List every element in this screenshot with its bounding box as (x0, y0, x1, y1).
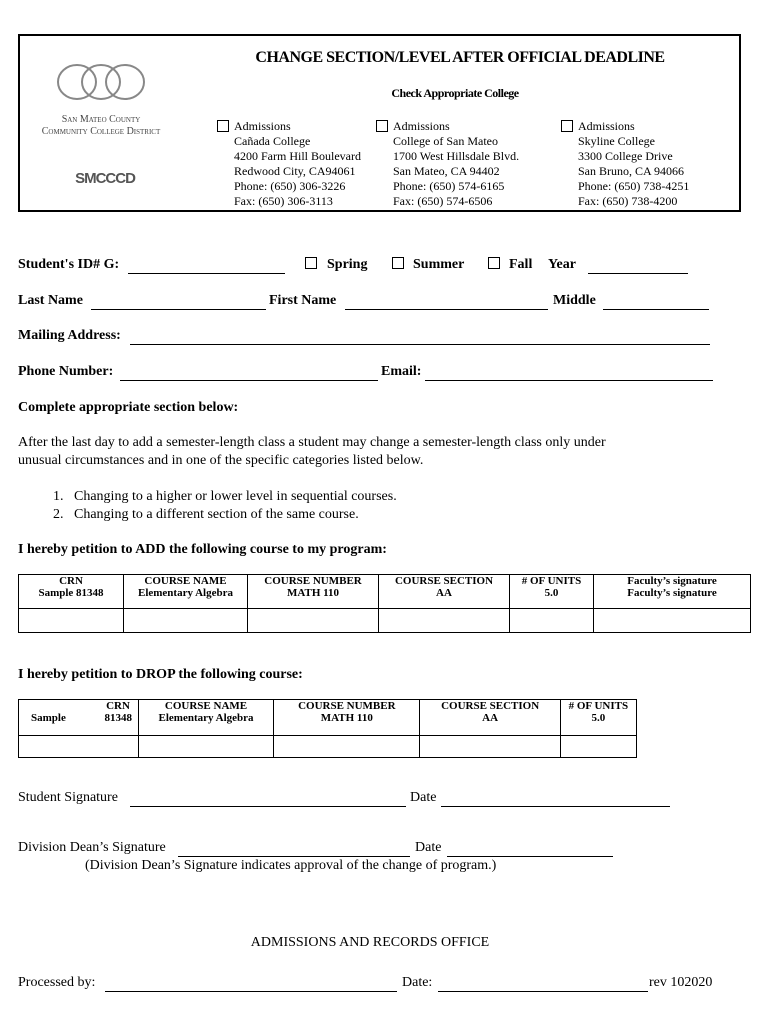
college-line: 4200 Farm Hill Boulevard (234, 149, 361, 163)
header-label: COURSE NUMBER (298, 700, 396, 712)
header-label: COURSE NAME (144, 575, 227, 587)
table-row[interactable] (19, 736, 637, 758)
phone-field[interactable] (120, 380, 378, 381)
logo-line2: Community College District (41, 126, 161, 137)
middle-field[interactable] (603, 309, 709, 310)
header-label: COURSE SECTION (441, 700, 540, 712)
sample-label: Sample (31, 712, 66, 724)
sample-value: 5.0 (544, 587, 559, 599)
instructions-heading: Complete appropriate section below: (18, 400, 239, 415)
category-item-2: 2. Changing to a different section of the same course. (53, 507, 359, 522)
header-label: Faculty’s signature (627, 575, 717, 587)
header-label: # OF UNITS (521, 575, 582, 587)
header-label: CRN (106, 700, 130, 712)
crn-cell (19, 575, 124, 609)
units-input[interactable] (510, 609, 594, 633)
college-line: San Bruno, CA 94066 (578, 164, 685, 178)
spring-checkbox[interactable] (305, 257, 317, 269)
spring-label: Spring (327, 257, 368, 272)
course-name-cell (124, 575, 248, 609)
middle-label: Middle (553, 293, 596, 308)
fall-checkbox[interactable] (488, 257, 500, 269)
student-id-label: Student's ID# G: (18, 257, 120, 272)
header-label: COURSE NUMBER (264, 575, 362, 587)
dean-signature-note: (Division Dean’s Signature indicates approval of the change of program.) (85, 858, 497, 873)
units-input[interactable] (560, 736, 636, 758)
logo-abbr: SMCCCD (75, 170, 135, 187)
header-label: COURSE NAME (164, 700, 248, 712)
college-line: Admissions (393, 119, 450, 133)
last-name-field[interactable] (91, 309, 266, 310)
college-line: Skyline College (578, 134, 655, 148)
course-number-cell (274, 700, 420, 736)
sample-value: AA (436, 587, 452, 599)
instructions-line1: After the last day to add a semester-length class a student may change a semester-length class only under (18, 435, 606, 450)
header-label: CRN (59, 575, 83, 587)
fall-label: Fall (509, 257, 533, 272)
crn-input[interactable] (19, 736, 139, 758)
student-signature-label: Student Signature (18, 790, 118, 805)
college-line: Fax: (650) 574-6506 (393, 194, 493, 208)
course-section-cell (379, 575, 510, 609)
college-skyline (578, 119, 689, 209)
course-section-input[interactable] (379, 609, 510, 633)
table-row (19, 700, 637, 736)
dean-date-field[interactable] (447, 856, 613, 857)
dean-signature-field[interactable] (178, 856, 410, 857)
student-signature-field[interactable] (130, 806, 406, 807)
dean-signature-label: Division Dean’s Signature (18, 840, 166, 855)
sample-value: MATH 110 (320, 712, 373, 724)
student-date-field[interactable] (441, 806, 670, 807)
year-field[interactable] (588, 273, 688, 274)
college-line: Fax: (650) 306-3113 (234, 194, 333, 208)
add-heading: I hereby petition to ADD the following course to my program: (18, 542, 387, 557)
course-name-cell (138, 700, 273, 736)
sample-value: Sample 81348 (38, 587, 104, 599)
first-name-label: First Name (269, 293, 337, 308)
processed-date-field[interactable] (438, 991, 648, 992)
college-line: Admissions (578, 119, 635, 133)
college-line: Fax: (650) 738-4200 (578, 194, 678, 208)
course-name-input[interactable] (124, 609, 248, 633)
email-field[interactable] (425, 380, 713, 381)
college-line: Phone: (650) 574-6165 (393, 179, 505, 193)
sample-value: MATH 110 (286, 587, 340, 599)
student-id-field[interactable] (128, 273, 285, 274)
revision-label: rev 102020 (649, 975, 713, 990)
logo-text (20, 114, 182, 138)
drop-heading: I hereby petition to DROP the following course: (18, 667, 303, 682)
course-section-cell (420, 700, 560, 736)
page-title: CHANGE SECTION/LEVEL AFTER OFFICIAL DEADLINE (255, 49, 665, 66)
college-line: Admissions (234, 119, 291, 133)
crn-cell (19, 700, 139, 736)
faculty-signature-cell (594, 575, 751, 609)
college-san-mateo (393, 119, 519, 209)
sample-value: Elementary Algebra (137, 587, 233, 599)
sample-value: Elementary Algebra (158, 712, 254, 724)
summer-label: Summer (413, 257, 465, 272)
sample-value: AA (482, 712, 499, 724)
course-number-cell (248, 575, 379, 609)
course-number-input[interactable] (274, 736, 420, 758)
college-line: Redwood City, CA94061 (234, 164, 356, 178)
college-line: 1700 West Hillsdale Blvd. (393, 149, 520, 163)
logo-line1: San Mateo County (61, 114, 141, 125)
phone-label: Phone Number: (18, 364, 114, 379)
college-line: San Mateo, CA 94402 (393, 164, 500, 178)
college-canada (234, 119, 361, 209)
sample-value: 81348 (104, 712, 132, 724)
course-section-input[interactable] (420, 736, 560, 758)
header-label: # OF UNITS (568, 700, 629, 712)
canada-checkbox[interactable] (217, 120, 229, 132)
crn-input[interactable] (19, 609, 124, 633)
check-college-label: Check Appropriate College (391, 86, 519, 100)
college-line: Phone: (650) 738-4251 (578, 179, 690, 193)
header-label: COURSE SECTION (394, 575, 494, 587)
san-mateo-checkbox[interactable] (376, 120, 388, 132)
drop-course-table (18, 699, 637, 758)
processed-by-label: Processed by: (18, 975, 96, 990)
college-line: College of San Mateo (393, 134, 498, 148)
office-title: ADMISSIONS AND RECORDS OFFICE (250, 935, 490, 950)
units-cell (510, 575, 594, 609)
processed-by-field[interactable] (105, 991, 397, 992)
table-row (19, 575, 751, 609)
student-date-label: Date (410, 790, 437, 805)
first-name-field[interactable] (345, 309, 548, 310)
mailing-address-field[interactable] (130, 344, 710, 345)
faculty-signature-input[interactable] (594, 609, 751, 633)
course-number-input[interactable] (248, 609, 379, 633)
add-course-table (18, 574, 751, 633)
units-cell (560, 700, 636, 736)
dean-date-label: Date (415, 840, 442, 855)
mailing-address-label: Mailing Address: (18, 328, 121, 343)
last-name-label: Last Name (18, 293, 83, 308)
college-line: Phone: (650) 306-3226 (234, 179, 346, 193)
college-line: Cañada College (234, 134, 311, 148)
summer-checkbox[interactable] (392, 257, 404, 269)
processed-date-label: Date: (402, 975, 433, 990)
sample-value: 5.0 (591, 712, 606, 724)
year-label: Year (548, 257, 576, 272)
sample-value: Faculty’s signature (627, 587, 717, 599)
sample-row (21, 712, 136, 724)
course-name-input[interactable] (138, 736, 273, 758)
instructions-line2: unusual circumstances and in one of the specific categories listed below. (18, 453, 424, 468)
skyline-checkbox[interactable] (561, 120, 573, 132)
college-line: 3300 College Drive (578, 149, 673, 163)
table-row[interactable] (19, 609, 751, 633)
category-item-1: 1. Changing to a higher or lower level in sequential courses. (53, 489, 397, 504)
email-label: Email: (381, 364, 422, 379)
district-logo-icon (55, 62, 147, 102)
